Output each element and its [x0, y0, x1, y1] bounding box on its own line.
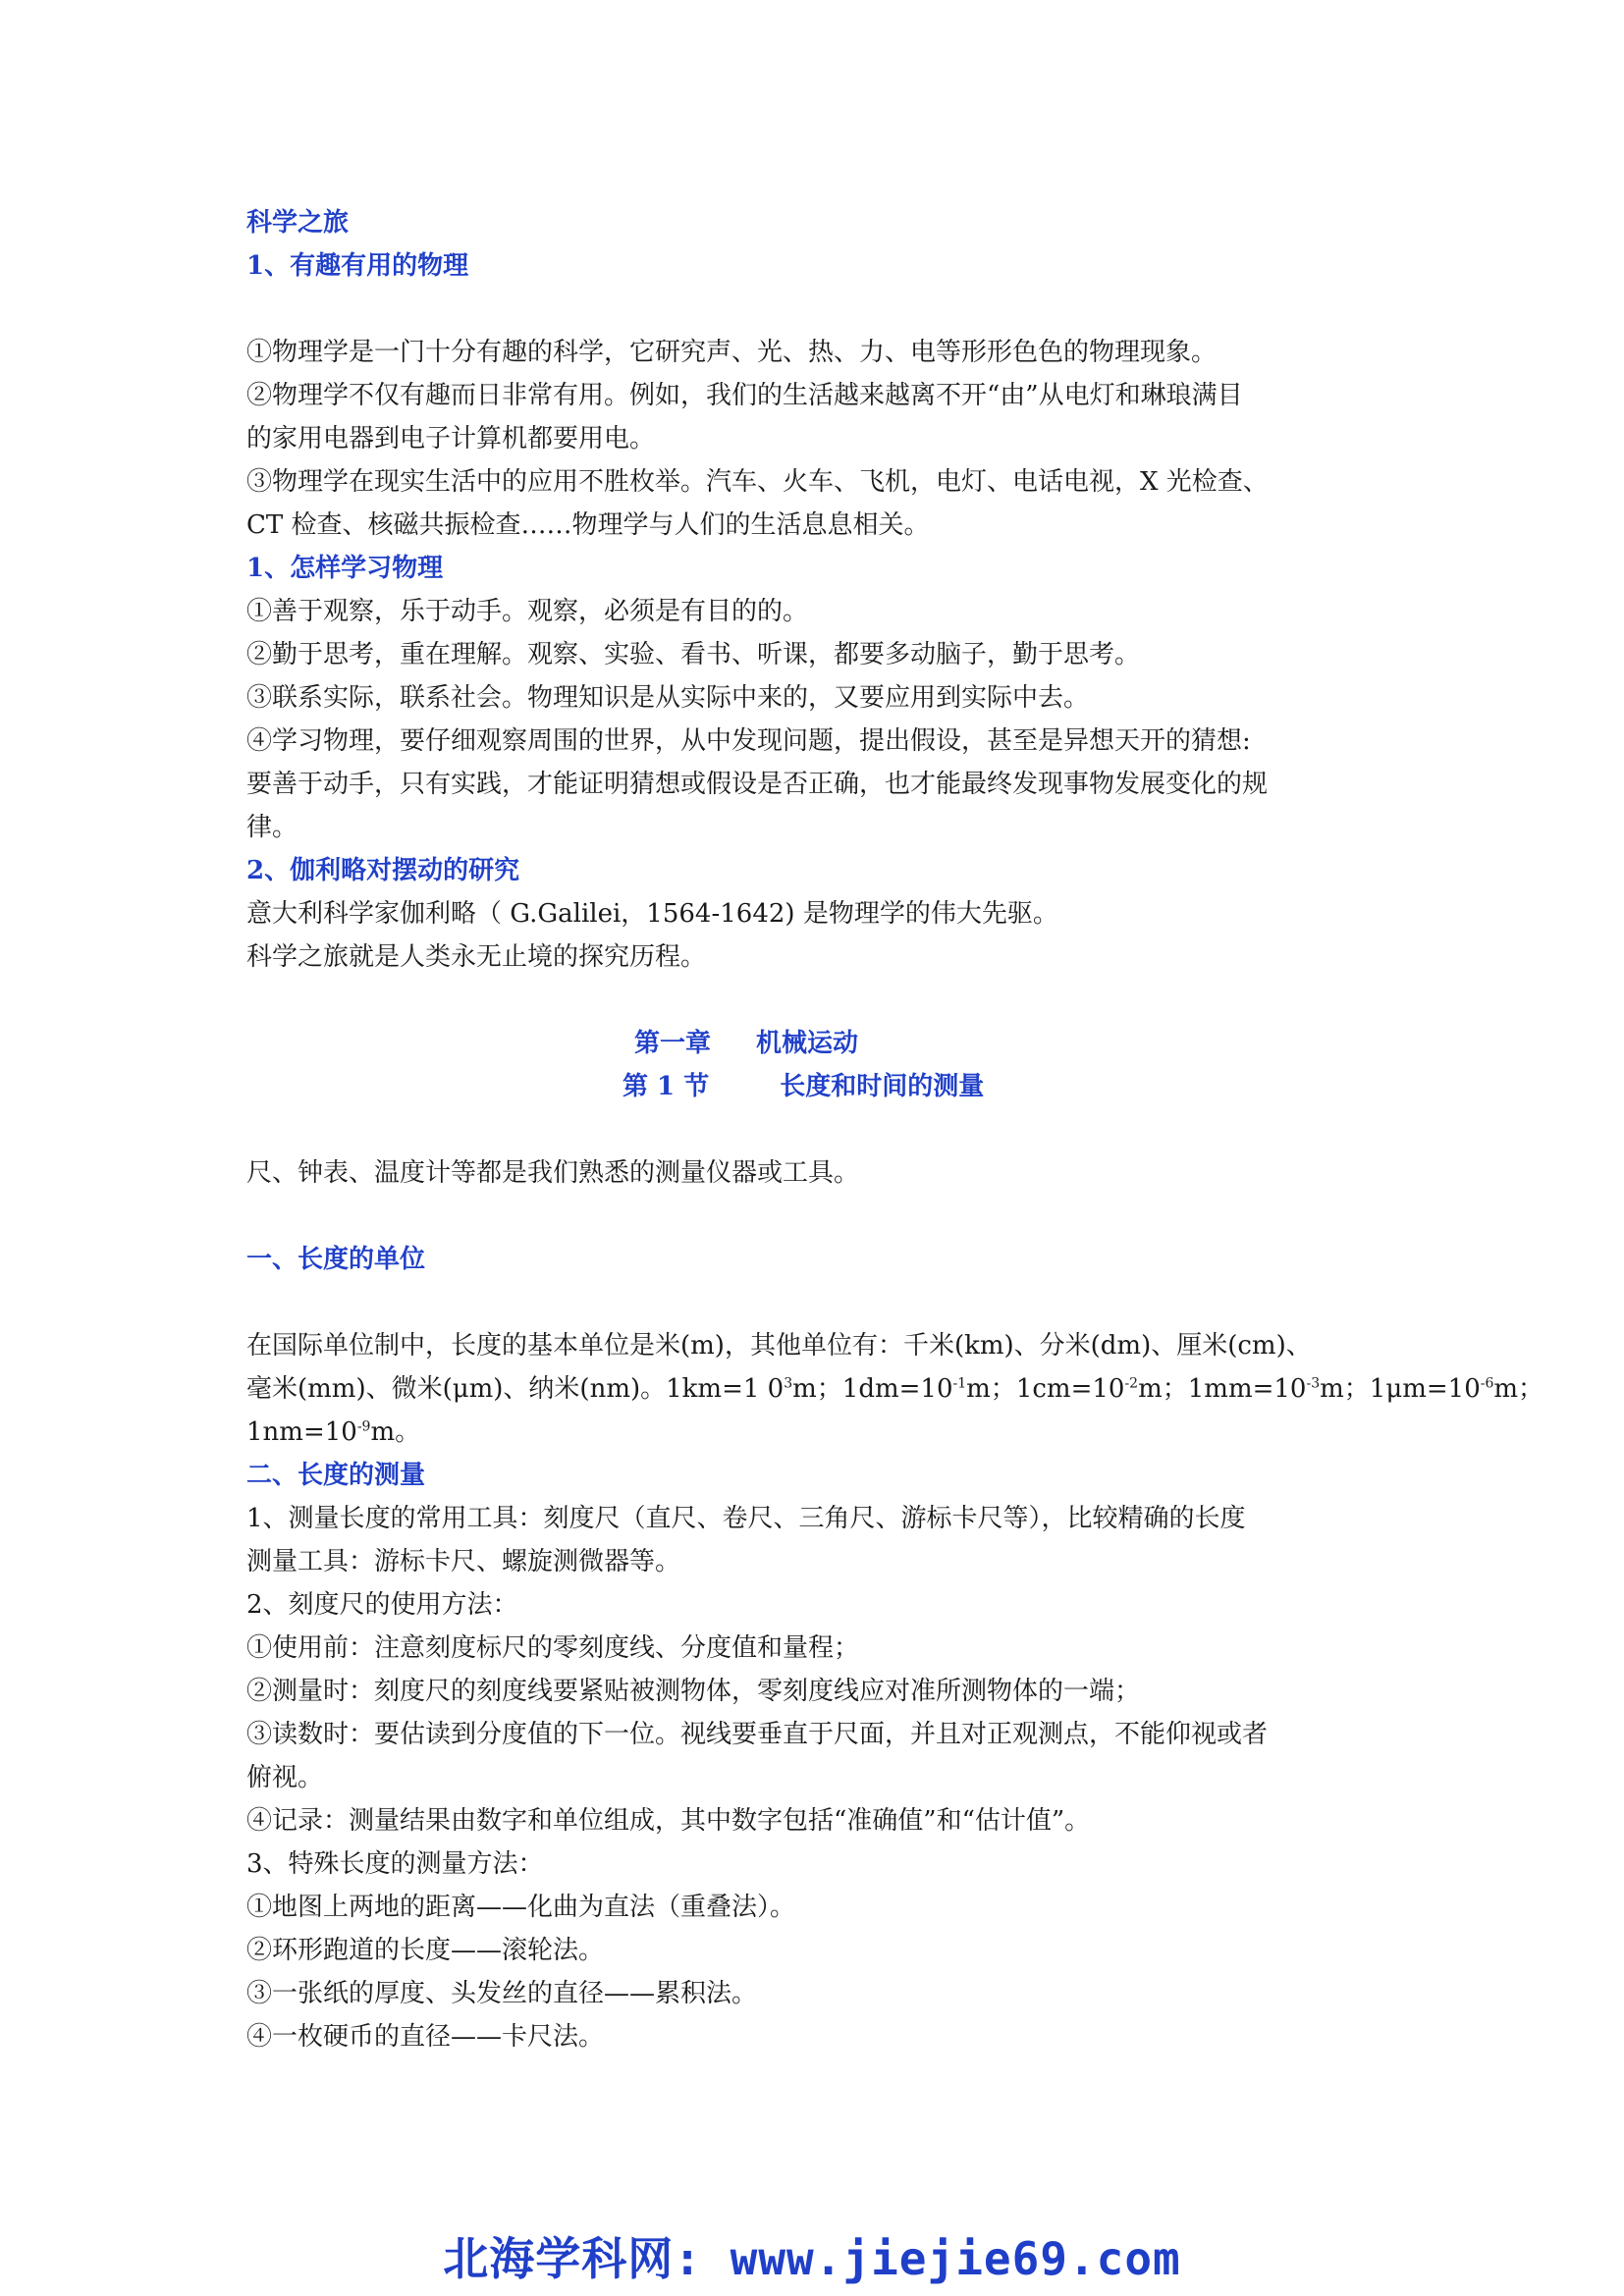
unit-list: 毫米(mm)、微米(μm)、纳米(nm)。 — [246, 1374, 667, 1404]
spacer — [246, 1195, 1395, 1238]
paragraph: ③物理学在现实生活中的应用不胜枚举。汽车、火车、飞机，电灯、电话电视，X 光检查、 — [246, 467, 1269, 497]
paragraph: ③读数时：要估读到分度值的下一位。视线要垂直于尺面，并且对正观测点，不能仰视或者 — [246, 1720, 1269, 1749]
paragraph: ①善于观察，乐于动手。观察，必须是有目的的。 — [246, 597, 809, 626]
section-heading — [246, 1065, 1395, 1108]
conversion-cm: $1cm=10^{-2}m$； — [1015, 1374, 1188, 1404]
document-content — [246, 201, 1544, 2058]
section-heading-how-to-learn: 1、怎样学习物理 — [246, 554, 444, 583]
spacer — [246, 979, 1395, 1022]
spacer — [246, 1108, 1395, 1151]
paragraph: 俯视。 — [246, 1763, 324, 1792]
paragraph: 意大利科学家伽利略（ G.Galilei，1564-1642) 是物理学的伟大先驱。 — [246, 899, 1058, 929]
chapter-heading — [246, 1022, 1395, 1065]
chapter-title: 机械运动 — [756, 1029, 859, 1058]
paragraph: 2、刻度尺的使用方法： — [246, 1590, 518, 1620]
unit-conversion-line — [246, 1411, 1395, 1454]
paragraph: ②勤于思考，重在理解。观察、实验、看书、听课，都要多动脑子，勤于思考。 — [246, 640, 1141, 669]
paragraph: ①地图上两地的距离——化曲为直法（重叠法）。 — [246, 1893, 796, 1922]
paragraph: ②物理学不仅有趣而日非常有用。例如，我们的生活越来越离不开“由”从电灯和琳琅满目 — [246, 381, 1243, 410]
paragraph: ④一枚硬币的直径——卡尺法。 — [246, 2022, 605, 2052]
conversion-km: 1km=1 $0^3m$； — [666, 1374, 842, 1404]
section-label: 第 1 节 — [623, 1072, 710, 1101]
chapter-label: 第一章 — [634, 1029, 712, 1058]
conversion-nm: $1nm=10^{-9}m$。 — [246, 1417, 421, 1447]
doc-title: 科学之旅 — [246, 208, 350, 238]
unit-conversion-line — [246, 1367, 1544, 1411]
section-heading-galileo: 2、伽利略对摆动的研究 — [246, 856, 520, 885]
section-heading-length-unit: 一、长度的单位 — [246, 1245, 426, 1274]
footer-watermark: 北海学科网: www.jiejie69.com — [443, 2232, 1181, 2285]
section-title: 长度和时间的测量 — [780, 1072, 985, 1101]
paragraph: CT 检查、核磁共振检查……物理学与人们的生活息息相关。 — [246, 510, 930, 540]
paragraph: ④记录：测量结果由数字和单位组成，其中数字包括“准确值”和“估计值”。 — [246, 1806, 1091, 1836]
section-heading-interesting-physics: 1、有趣有用的物理 — [246, 251, 469, 281]
paragraph: ①物理学是一门十分有趣的科学，它研究声、光、热、力、电等形形色色的物理现象。 — [246, 338, 1218, 367]
paragraph: ④学习物理，要仔细观察周围的世界，从中发现问题，提出假设，甚至是异想天开的猜想: — [246, 726, 1251, 756]
paragraph: 1、测量长度的常用工具：刻度尺（直尺、卷尺、三角尺、游标卡尺等），比较精确的长度 — [246, 1504, 1246, 1533]
paragraph: ①使用前：注意刻度标尺的零刻度线、分度值和量程； — [246, 1633, 860, 1663]
conversion-dm: $1dm=10^{-1}m$； — [841, 1374, 1016, 1404]
paragraph: 的家用电器到电子计算机都要用电。 — [246, 424, 656, 454]
paragraph: 尺、钟表、温度计等都是我们熟悉的测量仪器或工具。 — [246, 1158, 860, 1188]
spacer — [246, 288, 1395, 331]
paragraph: ②测量时：刻度尺的刻度线要紧贴被测物体，零刻度线应对准所测物体的一端； — [246, 1677, 1141, 1706]
paragraph: 测量工具：游标卡尺、螺旋测微器等。 — [246, 1547, 681, 1576]
paragraph: 律。 — [246, 813, 298, 842]
spacer — [246, 1281, 1395, 1324]
paragraph: ③联系实际，联系社会。物理知识是从实际中来的，又要应用到实际中去。 — [246, 683, 1090, 713]
paragraph: 在国际单位制中，长度的基本单位是米(m)，其他单位有：千米(km)、分米(dm)、厘米(cm)、 — [246, 1331, 1312, 1361]
paragraph: 科学之旅就是人类永无止境的探究历程。 — [246, 942, 707, 972]
paragraph: ③一张纸的厚度、头发丝的直径——累积法。 — [246, 1979, 758, 2008]
paragraph: 3、特殊长度的测量方法： — [246, 1849, 544, 1879]
paragraph: ②环形跑道的长度——滚轮法。 — [246, 1936, 605, 1965]
section-heading-length-measurement: 二、长度的测量 — [246, 1461, 426, 1490]
conversion-mm: $1mm=10^{-3}m$； — [1187, 1374, 1370, 1404]
conversion-um: $1\mu m=10^{-6}m$； — [1369, 1374, 1544, 1404]
paragraph: 要善于动手，只有实践，才能证明猜想或假设是否正确，也才能最终发现事物发展变化的规 — [246, 770, 1269, 799]
